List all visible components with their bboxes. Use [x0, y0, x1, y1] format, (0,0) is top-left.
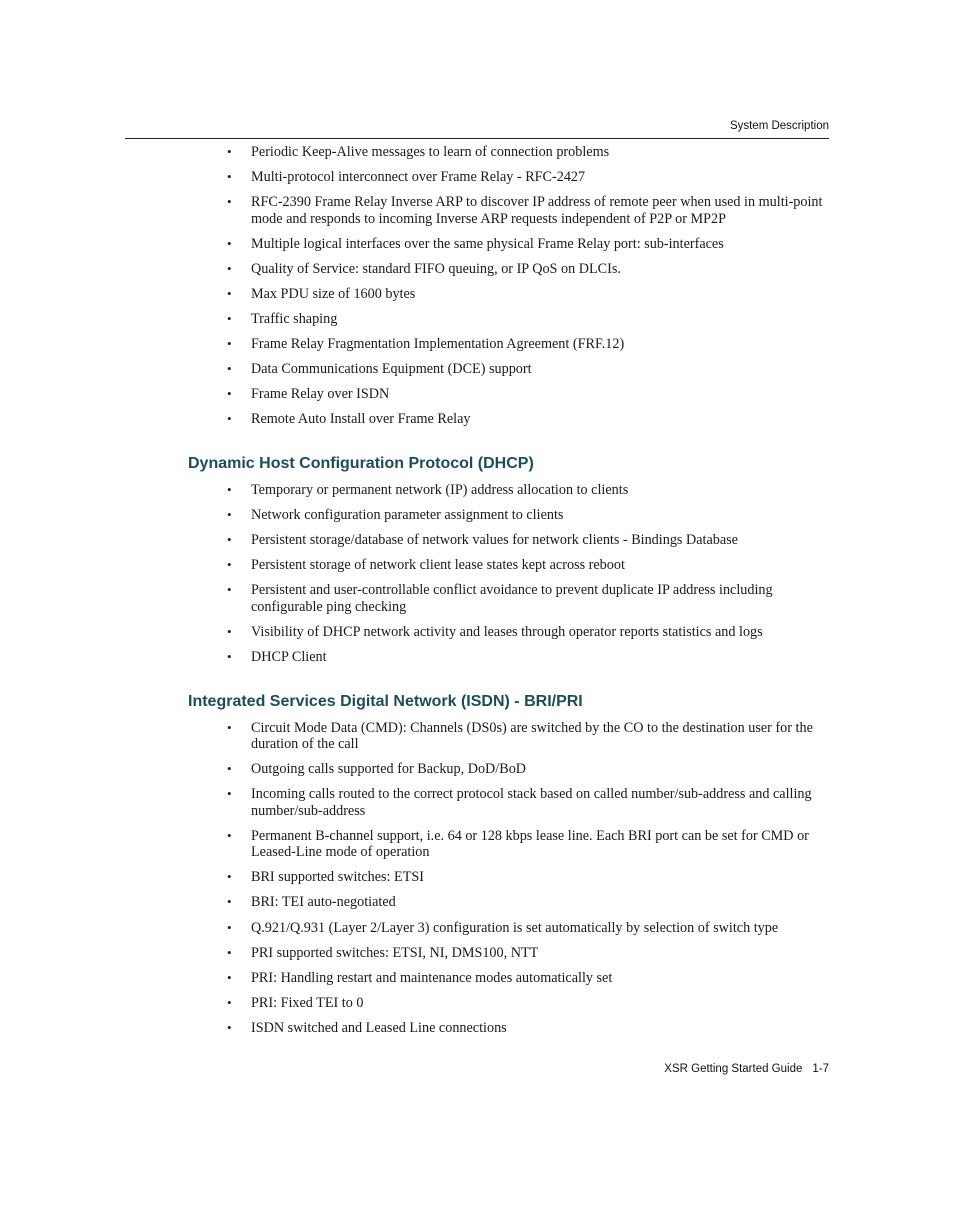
list-item: [188, 828, 829, 861]
page-content: [188, 144, 829, 1045]
bullet-icon: •: [227, 786, 232, 802]
list-item-text: Frame Relay over ISDN: [251, 386, 390, 403]
frame-relay-list: [188, 144, 829, 428]
bullet-icon: •: [227, 507, 232, 523]
list-item: [188, 945, 829, 962]
bullet-icon: •: [227, 532, 232, 548]
list-item: [188, 482, 829, 499]
list-item-text: BRI supported switches: ETSI: [251, 869, 424, 886]
list-item-text: PRI: Handling restart and maintenance modes automatically set: [251, 969, 613, 986]
list-item-text: Persistent storage/database of network values for network clients - Bindings Database: [251, 532, 738, 549]
list-item: [188, 261, 829, 278]
list-item-text: Temporary or permanent network (IP) address allocation to clients: [251, 481, 629, 498]
list-item: [188, 894, 829, 911]
list-item: [188, 532, 829, 549]
list-item-text: Multi-protocol interconnect over Frame Relay - RFC-2427: [251, 169, 586, 186]
list-item-text: ISDN switched and Leased Line connections: [251, 1019, 507, 1036]
bullet-icon: •: [227, 285, 232, 301]
list-item: [188, 336, 829, 353]
list-item: [188, 970, 829, 987]
list-item: [188, 144, 829, 161]
bullet-icon: •: [227, 361, 232, 377]
list-item-text: Max PDU size of 1600 bytes: [251, 285, 416, 302]
list-item-text: Frame Relay Fragmentation Implementation Agreement (FRF.12): [251, 336, 625, 353]
list-item-text: Remote Auto Install over Frame Relay: [251, 411, 471, 428]
list-item-text: Permanent B-channel support, i.e. 64 or 128 kbps lease line. Each BRI port can be set for CMD or Leased-Line mode of operation: [251, 827, 809, 861]
isdn-list: [188, 720, 829, 1037]
bullet-icon: •: [227, 761, 232, 777]
list-item-text: Incoming calls routed to the correct protocol stack based on called number/sub-address and calling number/sub-address: [251, 786, 812, 819]
list-item: [188, 869, 829, 886]
header-rule: [125, 138, 829, 139]
bullet-icon: •: [227, 919, 232, 935]
bullet-icon: •: [227, 719, 232, 735]
list-item-text: Circuit Mode Data (CMD): Channels (DS0s) are switched by the CO to the destination user for the duration of the call: [251, 719, 813, 752]
list-item-text: Quality of Service: standard FIFO queuing, or IP QoS on DLCIs.: [251, 260, 621, 277]
bullet-icon: •: [227, 235, 232, 251]
list-item: [188, 761, 829, 778]
bullet-icon: •: [227, 557, 232, 573]
bullet-icon: •: [227, 994, 232, 1010]
bullet-icon: •: [227, 386, 232, 402]
list-item: [188, 557, 829, 574]
bullet-icon: •: [227, 869, 232, 885]
bullet-icon: •: [227, 623, 232, 639]
list-item: [188, 995, 829, 1012]
list-item: [188, 169, 829, 186]
list-item: [188, 411, 829, 428]
dhcp-heading: Dynamic Host Configuration Protocol (DHCP): [188, 454, 534, 472]
list-item-text: PRI: Fixed TEI to 0: [251, 994, 364, 1011]
bullet-icon: •: [227, 194, 232, 210]
list-item: [188, 649, 829, 666]
list-item-text: Persistent storage of network client lease states kept across reboot: [251, 557, 625, 574]
bullet-icon: •: [227, 582, 232, 598]
bullet-icon: •: [227, 481, 232, 497]
list-item-text: Persistent and user-controllable conflict avoidance to prevent duplicate IP address including configurable ping checking: [251, 582, 773, 615]
list-item: [188, 624, 829, 641]
list-item: [188, 582, 829, 615]
list-item: [188, 507, 829, 524]
page-number: 1-7: [812, 1063, 829, 1075]
list-item: [188, 720, 829, 753]
bullet-icon: •: [227, 336, 232, 352]
footer-guide-title: XSR Getting Started Guide: [664, 1063, 803, 1075]
list-item-text: DHCP Client: [251, 649, 327, 665]
page-footer: [125, 1063, 829, 1075]
bullet-icon: •: [227, 649, 232, 664]
list-item-text: Data Communications Equipment (DCE) support: [251, 361, 532, 378]
bullet-icon: •: [227, 1019, 232, 1035]
bullet-icon: •: [227, 260, 232, 276]
list-item: [188, 361, 829, 378]
bullet-icon: •: [227, 894, 232, 910]
list-item-text: PRI supported switches: ETSI, NI, DMS100, NTT: [251, 944, 539, 961]
bullet-icon: •: [227, 969, 232, 985]
bullet-icon: •: [227, 411, 232, 427]
list-item-text: BRI: TEI auto-negotiated: [251, 894, 396, 911]
list-item-text: Outgoing calls supported for Backup, DoD/BoD: [251, 761, 527, 778]
list-item-text: Periodic Keep-Alive messages to learn of connection problems: [251, 144, 610, 160]
isdn-heading: Integrated Services Digital Network (ISDN) - BRI/PRI: [188, 692, 583, 710]
list-item-text: Traffic shaping: [251, 311, 338, 328]
list-item-text: Q.921/Q.931 (Layer 2/Layer 3) configuration is set automatically by selection of switch type: [251, 919, 779, 936]
bullet-icon: •: [227, 144, 232, 159]
dhcp-list: [188, 482, 829, 666]
list-item: [188, 386, 829, 403]
list-item: [188, 286, 829, 303]
list-item-text: RFC-2390 Frame Relay Inverse ARP to discover IP address of remote peer when used in multi-point mode and responds to incoming Inverse ARP requests independent of P2P or MP2P: [251, 194, 823, 227]
bullet-icon: •: [227, 311, 232, 327]
list-item: [188, 311, 829, 328]
list-item: [188, 236, 829, 253]
list-item-text: Visibility of DHCP network activity and leases through operator reports statistics and logs: [251, 623, 763, 640]
bullet-icon: •: [227, 169, 232, 185]
list-item-text: Multiple logical interfaces over the same physical Frame Relay port: sub-interfaces: [251, 235, 724, 252]
running-header: System Description: [729, 120, 829, 132]
list-item: [188, 194, 829, 227]
list-item: [188, 920, 829, 937]
bullet-icon: •: [227, 827, 232, 843]
list-item-text: Network configuration parameter assignment to clients: [251, 507, 564, 524]
list-item: [188, 786, 829, 819]
list-item: [188, 1020, 829, 1037]
bullet-icon: •: [227, 944, 232, 960]
